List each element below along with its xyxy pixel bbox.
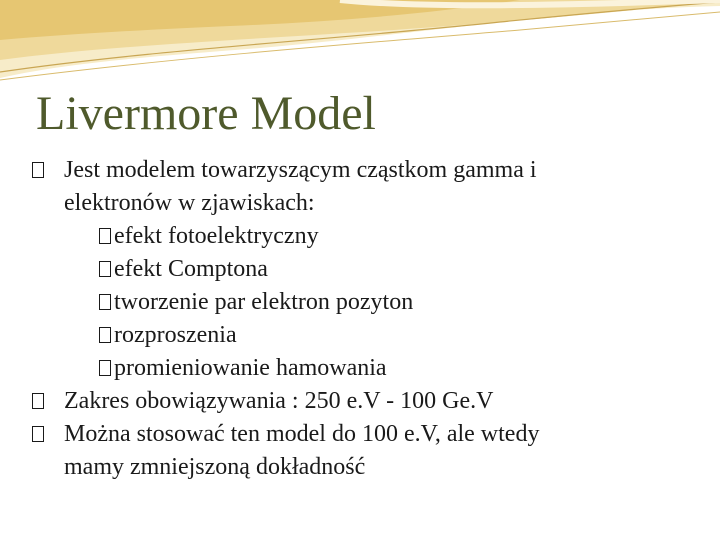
bullet-item-range	[32, 385, 692, 418]
square-bullet-icon	[32, 426, 44, 442]
bullet-item-bremsstrahlung	[32, 352, 692, 385]
bullet-line: Jest modelem towarzyszącym cząstkom gamma i	[64, 157, 537, 183]
square-bullet-icon	[99, 327, 111, 343]
bullet-line: tworzenie par elektron pozyton	[114, 289, 414, 315]
bullet-list	[32, 154, 692, 484]
bullet-line: rozproszenia	[114, 322, 237, 348]
bullet-line: efekt Comptona	[114, 256, 268, 282]
bullet-line: mamy zmniejszoną dokładność	[64, 454, 366, 480]
bullet-line: elektronów w zjawiskach:	[64, 190, 315, 216]
bullet-item-compton	[32, 253, 692, 286]
square-bullet-icon	[32, 393, 44, 409]
bullet-line: Zakres obowiązywania : 250 e.V - 100 Ge.V	[64, 388, 494, 414]
bullet-item-accuracy-note	[32, 418, 692, 484]
bullet-line: efekt fotoelektryczny	[114, 223, 319, 249]
square-bullet-icon	[32, 162, 44, 178]
header-swoosh-decoration	[0, 0, 720, 90]
square-bullet-icon	[99, 228, 111, 244]
bullet-item-photoelectric	[32, 220, 692, 253]
bullet-line: Można stosować ten model do 100 e.V, ale wtedy	[64, 421, 540, 447]
square-bullet-icon	[99, 360, 111, 376]
slide-title: Livermore Model	[36, 87, 376, 140]
bullet-item-scattering	[32, 319, 692, 352]
square-bullet-icon	[99, 261, 111, 277]
bullet-item-pair-production	[32, 286, 692, 319]
bullet-line: promieniowanie hamowania	[114, 355, 387, 381]
square-bullet-icon	[99, 294, 111, 310]
bullet-item-definition	[32, 154, 692, 220]
